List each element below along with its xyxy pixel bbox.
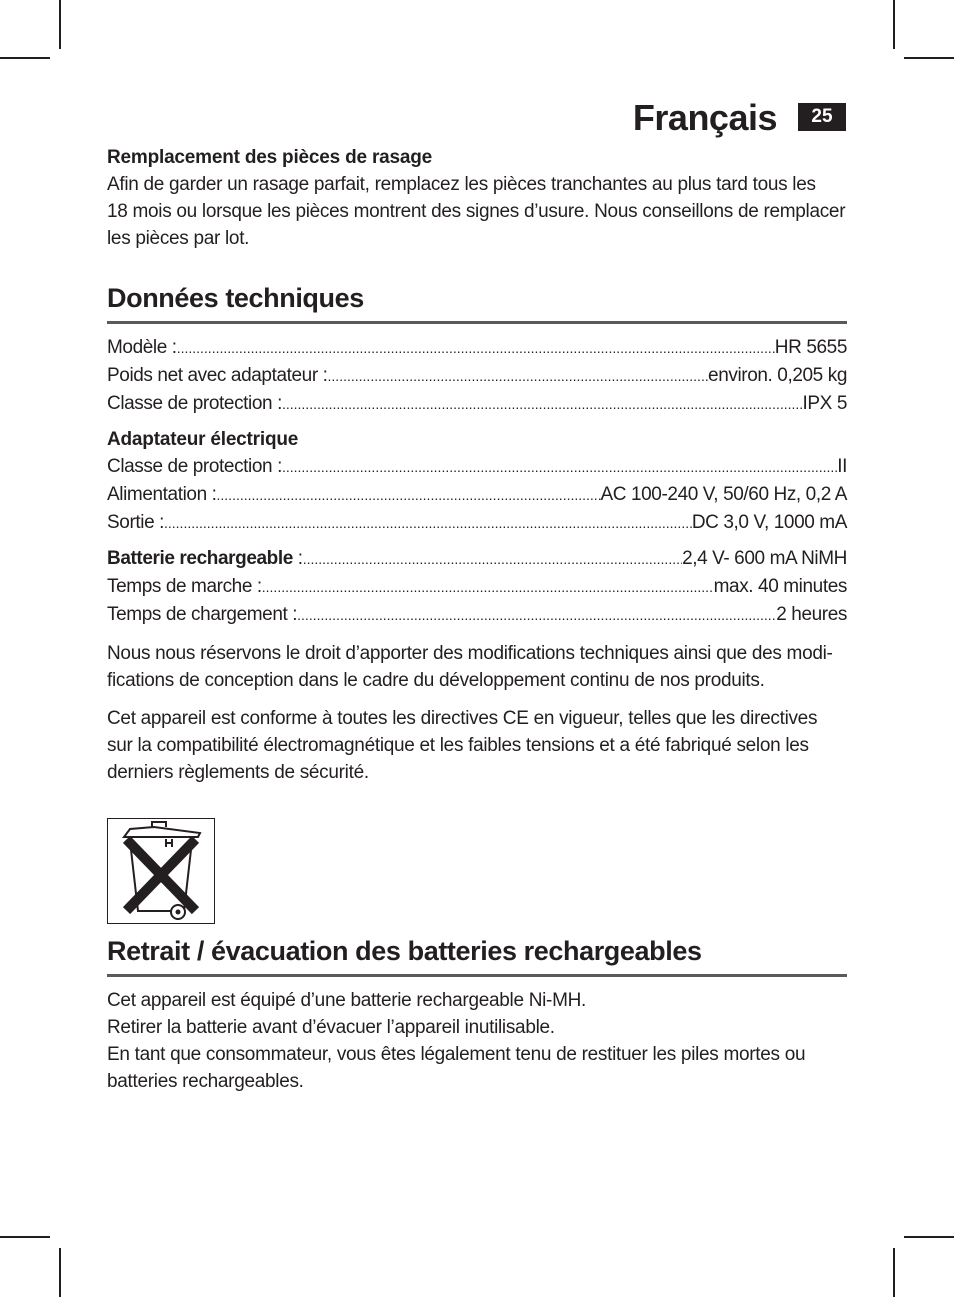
ce-notice (107, 705, 847, 786)
crop-mark (904, 1236, 954, 1238)
spec-label: Temps de chargement : (107, 604, 298, 625)
spec-row (107, 453, 847, 481)
spec-row (107, 601, 847, 629)
crop-mark (893, 0, 895, 49)
spec-value: environ. 0,205 kg (708, 365, 847, 386)
leader-dots (217, 481, 601, 509)
disposal-text (107, 987, 847, 1095)
spec-label: Alimentation : (107, 484, 217, 505)
paragraph-line: sur la compatibilité électromagnétique et les faibles tensions et a été fabriqué selon les (107, 735, 809, 756)
general-specs (107, 334, 847, 418)
crop-mark (59, 1248, 61, 1297)
page-content (107, 144, 847, 1095)
paragraph-line: Cet appareil est équipé d’une batterie rechargeable Ni-MH. (107, 990, 586, 1011)
crossed-out-wheelie-bin-icon (107, 818, 215, 924)
crop-mark (59, 0, 61, 49)
leader-dots (177, 334, 775, 362)
paragraph-line: Afin de garder un rasage parfait, remplacez les pièces tranchantes au plus tard tous les (107, 174, 816, 195)
spec-value: max. 40 minutes (713, 576, 847, 597)
spec-row (107, 573, 847, 601)
spec-label (107, 545, 303, 573)
crop-mark (893, 1248, 895, 1297)
leader-dots (164, 509, 692, 537)
crop-mark (0, 1236, 50, 1238)
tech-title: Données techniques (107, 281, 847, 324)
spec-label: Classe de protection : (107, 456, 282, 477)
spec-label: Poids net avec adaptateur : (107, 365, 328, 386)
leader-dots (328, 362, 709, 390)
paragraph-line: derniers règlements de sécurité. (107, 762, 369, 783)
crop-mark (0, 57, 50, 59)
spec-row (107, 334, 847, 362)
spec-value: HR 5655 (774, 337, 847, 358)
language-heading: Français (632, 97, 777, 138)
leader-dots (303, 545, 682, 573)
page-number: 25 (798, 103, 846, 131)
disposal-section (107, 934, 847, 1095)
modification-notice (107, 640, 847, 694)
spec-value: 2,4 V- 600 mA NiMH (682, 548, 847, 569)
spec-label: Modèle : (107, 337, 177, 358)
page-header (633, 98, 846, 138)
paragraph-line: les pièces par lot. (107, 228, 250, 249)
paragraph-line: batteries rechargeables. (107, 1071, 304, 1092)
paragraph-line: 18 mois ou lorsque les pièces montrent des signes d’usure. Nous conseillons de remplacer (107, 201, 846, 222)
spec-row (107, 481, 847, 509)
spec-row (107, 390, 847, 418)
tech-section (107, 281, 847, 786)
paragraph-line: Retirer la batterie avant d’évacuer l’appareil inutilisable. (107, 1017, 555, 1038)
leader-dots (282, 390, 803, 418)
spec-row (107, 362, 847, 390)
spec-value: IPX 5 (802, 393, 847, 414)
spec-label: Classe de protection : (107, 393, 282, 414)
spec-value: AC 100-240 V, 50/60 Hz, 0,2 A (600, 484, 847, 505)
paragraph-line: Nous nous réservons le droit d’apporter des modifications techniques ainsi que des modi- (107, 643, 833, 664)
leader-dots (282, 453, 837, 481)
battery-separator: : (292, 548, 303, 569)
spec-row (107, 545, 847, 573)
spec-label: Temps de marche : (107, 576, 262, 597)
spec-value: DC 3,0 V, 1000 mA (691, 512, 847, 533)
leader-dots (262, 573, 714, 601)
spec-value: 2 heures (776, 604, 847, 625)
adapter-specs (107, 426, 847, 537)
bin-drawing (108, 819, 214, 923)
spec-value: II (837, 456, 847, 477)
replacement-title: Remplacement des pièces de rasage (107, 147, 433, 168)
spec-row (107, 509, 847, 537)
adapter-title: Adaptateur électrique (107, 429, 299, 450)
replacement-section (107, 144, 847, 252)
disposal-title: Retrait / évacuation des batteries rechargeables (107, 934, 847, 977)
paragraph-line: fications de conception dans le cadre du développement continu de nos produits. (107, 670, 765, 691)
paragraph-line: Cet appareil est conforme à toutes les directives CE en vigueur, telles que les directives (107, 708, 818, 729)
battery-specs (107, 545, 847, 629)
leader-dots (297, 601, 776, 629)
paragraph-line: En tant que consommateur, vous êtes légalement tenu de restituer les piles mortes ou (107, 1044, 806, 1065)
spec-label: Sortie : (107, 512, 164, 533)
crop-mark (904, 57, 954, 59)
battery-label: Batterie rechargeable (107, 548, 293, 569)
